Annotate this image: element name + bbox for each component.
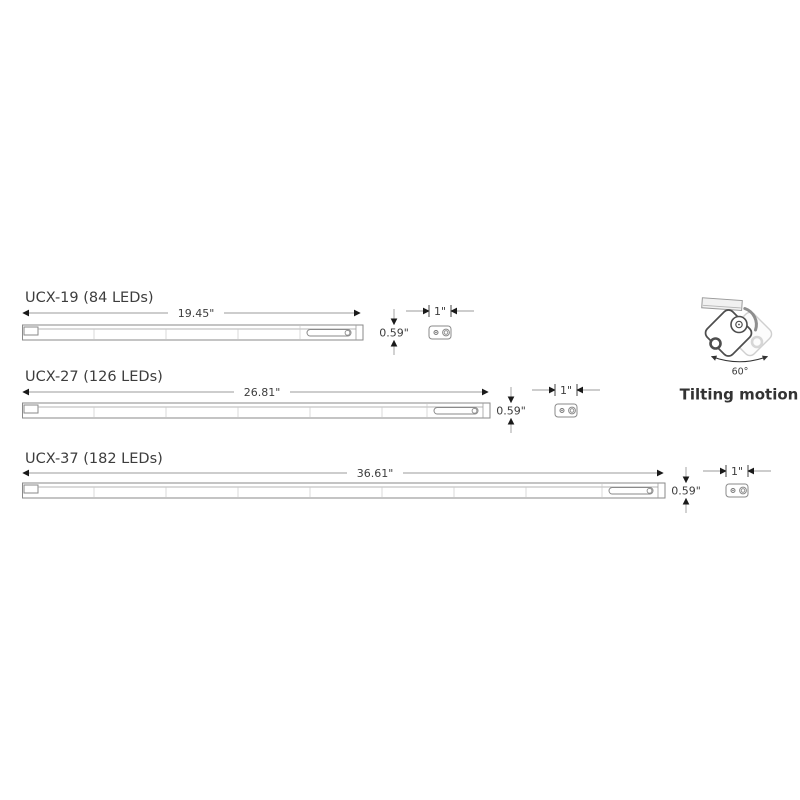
length-value: 36.61": [356, 467, 394, 480]
length-dimension: [23, 386, 488, 400]
end-clip: [726, 484, 748, 497]
width-value: 1": [433, 305, 447, 318]
height-value: 0.59": [671, 484, 701, 498]
clip-hole-large: [740, 487, 747, 494]
pivot-screw: [731, 317, 747, 333]
tilt-caption: Tilting motion: [679, 385, 799, 404]
width-dimension: [406, 305, 474, 318]
length-dimension: [23, 307, 360, 321]
length-dimension: [23, 467, 663, 481]
height-dimension: [671, 467, 701, 513]
clip-hole-large: [569, 407, 576, 414]
length-value: 19.45": [177, 307, 215, 320]
bar-slot: [434, 408, 478, 415]
width-value: 1": [730, 465, 744, 478]
fixture-label: UCX-19 (84 LEDs): [25, 290, 154, 306]
bar-slot: [307, 330, 351, 337]
slot-screw: [647, 488, 652, 493]
height-value: 0.59": [496, 404, 526, 418]
end-clip: [429, 326, 451, 339]
slot-screw: [472, 408, 477, 413]
height-value: 0.59": [379, 326, 409, 340]
height-dimension: [379, 309, 409, 355]
bar-endcap-left: [24, 405, 38, 413]
led-bar: [23, 325, 364, 340]
fixture-row-ucx37: [23, 451, 772, 513]
length-value: 26.81": [243, 386, 281, 399]
width-dimension: [703, 465, 771, 478]
bracket-hole: [711, 339, 721, 349]
width-dimension: [532, 384, 600, 397]
bar-slot: [609, 488, 653, 495]
tilt-angle-value: 60°: [731, 366, 749, 378]
fixture-label: UCX-37 (182 LEDs): [25, 451, 163, 467]
tilt-illustration: [680, 298, 799, 404]
width-value: 1": [559, 384, 573, 397]
bar-endcap-left: [24, 485, 38, 493]
fixture-profile: [702, 298, 743, 311]
bar-body: [23, 403, 491, 418]
end-clip: [555, 404, 577, 417]
fixture-label: UCX-27 (126 LEDs): [25, 369, 163, 385]
swing-arc: [712, 357, 768, 362]
slot-screw: [345, 330, 350, 335]
clip-hole-large: [443, 329, 450, 336]
bar-body: [23, 483, 666, 498]
fixture-row-ucx27: [23, 369, 601, 433]
height-dimension: [496, 387, 526, 433]
bar-endcap-left: [24, 327, 38, 335]
fixture-row-ucx19: [23, 290, 475, 355]
led-bar: [23, 483, 666, 498]
led-bar: [23, 403, 491, 418]
